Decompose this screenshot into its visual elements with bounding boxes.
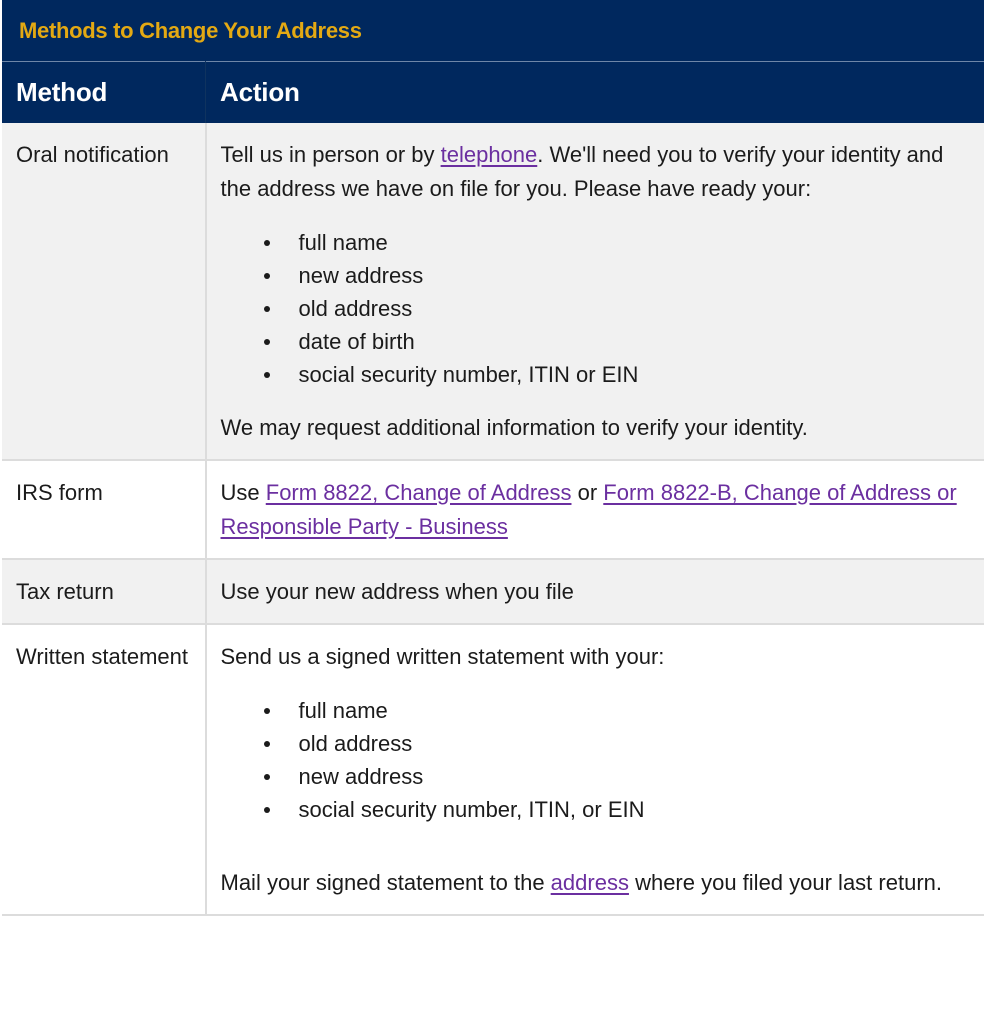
action-text-part: or [571, 480, 604, 505]
list-item: new address [299, 259, 971, 292]
table-header [2, 62, 984, 124]
action-intro [221, 138, 971, 206]
mailing-address-link[interactable]: address [550, 870, 629, 895]
method-cell: Tax return [2, 559, 206, 624]
telephone-link[interactable]: telephone [440, 142, 538, 167]
address-methods-table [2, 0, 984, 916]
list-item: old address [299, 727, 971, 760]
column-header-method: Method [2, 62, 206, 124]
action-intro-text: Tell us in person or by [220, 142, 441, 167]
address-methods-table-wrapper [2, 0, 984, 916]
action-closing: We may request additional information to verify your identity. [220, 415, 808, 440]
table-row-written-statement [2, 624, 984, 915]
action-closing-text: Mail your signed statement to the [220, 870, 551, 895]
action-cell [206, 460, 985, 559]
action-intro-text: . We'll need you to verify your identity and the address we have on file for you. Please have ready your: [220, 142, 944, 201]
list-item: full name [299, 226, 971, 259]
column-header-action: Action [206, 62, 985, 124]
form-8822b-link[interactable]: Form 8822-B, Change of Address or Responsible Party - Business [220, 480, 957, 539]
action-cell [206, 559, 985, 624]
action-text [221, 476, 971, 544]
action-cell [206, 123, 985, 460]
table-row-irs-form [2, 460, 984, 559]
list-item: social security number, ITIN, or EIN [299, 793, 971, 826]
method-cell: Written statement [2, 624, 206, 915]
action-closing [221, 866, 971, 900]
statement-contents-list [221, 694, 971, 826]
list-item: social security number, ITIN or EIN [299, 358, 971, 391]
method-cell: Oral notification [2, 123, 206, 460]
method-cell: IRS form [2, 460, 206, 559]
header-row [2, 62, 984, 124]
action-closing-text: where you filed your last return. [628, 870, 942, 895]
form-8822-link[interactable]: Form 8822, Change of Address [265, 480, 572, 505]
table-caption: Methods to Change Your Address [2, 0, 984, 61]
list-item: new address [299, 760, 971, 793]
list-item: full name [299, 694, 971, 727]
table-row-tax-return [2, 559, 984, 624]
action-cell [206, 624, 985, 915]
required-info-list [221, 226, 971, 391]
action-intro: Send us a signed written statement with your: [220, 644, 665, 669]
list-item: old address [299, 292, 971, 325]
action-text-part: Use [220, 480, 266, 505]
list-item: date of birth [299, 325, 971, 358]
table-row-oral-notification [2, 123, 984, 460]
action-text: Use your new address when you file [220, 579, 574, 604]
table-body [2, 123, 984, 915]
